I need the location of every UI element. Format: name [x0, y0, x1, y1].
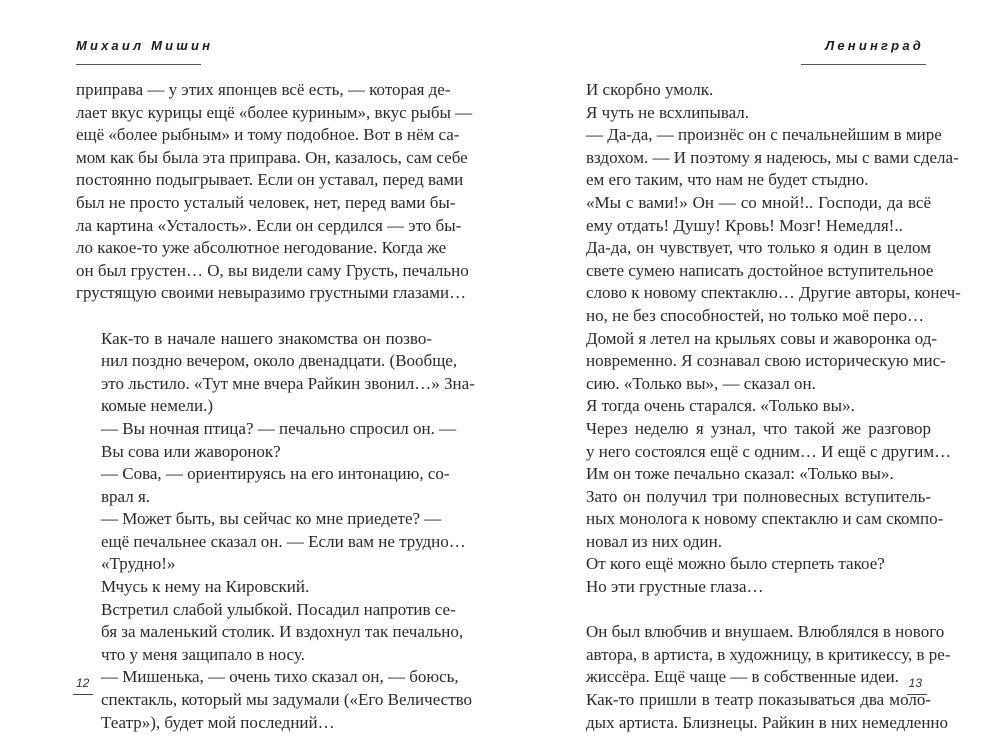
text-line: Зато он получил три полновесных вступитель-: [586, 486, 931, 506]
text-line: «Мы с вами!» Он — со мной!.. Господи, да всё: [586, 192, 931, 212]
paragraph: [76, 418, 457, 463]
page-body-text: [76, 79, 475, 734]
paragraph: [561, 79, 931, 102]
text-line: — Да-да, — произнёс он с печальнейшим в мире: [586, 125, 942, 145]
header-rule: [76, 64, 201, 65]
paragraph: [561, 689, 949, 734]
paragraph: [76, 508, 466, 553]
text-line: постоянно подыгрывает. Если он уставал, перед вами: [76, 170, 464, 190]
text-line: что у меня защипало в носу.: [101, 644, 305, 664]
text-line: От кого ещё можно было стерпеть такое?: [586, 554, 885, 574]
paragraph: [561, 102, 931, 125]
text-line: — Сова, — ориентируясь на его интонацию, со-: [101, 464, 450, 484]
running-head-author: Михаил Мишин: [76, 38, 214, 53]
page-number-rule: [907, 694, 927, 695]
paragraph: [76, 599, 464, 667]
text-line: новременно. Я сознавал свою историческую мис-: [586, 351, 946, 371]
paragraph: [561, 621, 951, 689]
text-line: автора, в артиста, в художницу, в критикессу, в ре-: [586, 644, 951, 664]
text-line: грустящую своими невыразимо грустными глазами…: [76, 283, 467, 303]
paragraph: [561, 395, 931, 418]
text-line: спектакль, который мы задумали («Его Величество: [101, 690, 473, 710]
text-line: слово к новому спектаклю… Другие авторы, конеч-: [586, 283, 961, 303]
text-line: это льстило. «Тут мне вчера Райкин звонил…» Зна-: [101, 373, 475, 393]
text-line: лает вкус курицы ещё «более куриным», вкус рыбы —: [76, 102, 473, 122]
paragraph: [76, 79, 473, 305]
text-line: Но эти грустные глаза…: [586, 577, 764, 597]
paragraph: [561, 124, 959, 192]
paragraph: [76, 463, 450, 508]
text-line: у него состоялся ещё с одним… И ещё с другим…: [586, 441, 952, 461]
text-line: бя за маленький столик. И вздохнул так печально,: [101, 622, 464, 642]
text-line: ем его таким, что нам не будет стыдно.: [586, 170, 869, 190]
text-line: — Может быть, вы сейчас ко мне приедете? —: [101, 509, 442, 529]
text-line: Я чуть не всхлипывал.: [586, 102, 750, 122]
page-body-text: [561, 79, 961, 734]
text-line: дых артиста. Близнецы. Райкин в них немедленно: [586, 712, 949, 732]
text-line: Им он тоже печально сказал: «Только вы».: [586, 464, 894, 484]
text-line: — Вы ночная птица? — печально спросил он. —: [101, 418, 457, 438]
page-number: 13: [908, 676, 922, 690]
text-line: ему отдать! Душу! Кровь! Мозг! Немедля!..: [586, 215, 903, 235]
text-line: но, не без способностей, но только моё перо…: [586, 305, 924, 325]
text-line: нил поздно вечером, около двенадцати. (Вообще,: [101, 351, 458, 371]
text-line: ных монолога к новому спектаклю и сам скомпо-: [586, 509, 944, 529]
text-line: жиссёра. Ещё чаще — в собственные идеи.: [586, 667, 899, 687]
paragraph: [561, 328, 946, 396]
page-number: 12: [76, 676, 90, 690]
section-break: [561, 599, 931, 622]
paragraph: [561, 486, 944, 554]
text-line: — Мишенька, — очень тихо сказал он, — боюсь,: [101, 667, 459, 687]
text-line: комые немели.): [101, 396, 213, 416]
text-line: Как-то в начале нашего знакомства он позво-: [101, 328, 432, 348]
header-rule: [801, 64, 926, 65]
text-line: приправа — у этих японцев всё есть, — которая де-: [76, 80, 451, 99]
paragraph: [76, 576, 432, 599]
text-line: ещё печальнее сказал он. — Если вам не трудно…: [101, 531, 466, 551]
paragraph: [76, 328, 475, 418]
section-break: [76, 305, 432, 328]
text-line: Вы сова или жаворонок?: [101, 441, 281, 461]
text-line: новал из них один.: [586, 531, 722, 551]
text-line: сию. «Только вы», — сказал он.: [586, 373, 816, 393]
paragraph: [561, 192, 931, 237]
text-line: Он был влюбчив и внушаем. Влюблялся в нового: [586, 622, 945, 642]
text-line: ла картина «Усталость». Если он сердился — это бы-: [76, 215, 462, 235]
text-line: Встретил слабой улыбкой. Посадил напротив се-: [101, 599, 456, 619]
text-line: Да-да, он чувствует, что только я один в целом: [586, 238, 931, 258]
page-number-rule: [73, 694, 93, 695]
text-line: Я тогда очень старался. «Только вы».: [586, 396, 855, 416]
text-line: был не просто усталый человек, нет, перед вами бы-: [76, 192, 456, 212]
paragraph: [76, 553, 432, 576]
text-line: Домой я летел на крыльях совы и жаворонка од-: [586, 328, 938, 348]
text-line: ло какое-то уже абсолютное негодование. Когда же: [76, 238, 447, 258]
text-line: он был грустен… О, вы видели саму Грусть, печально: [76, 260, 469, 280]
right-page: [500, 0, 1000, 750]
text-line: мом как бы была эта приправа. Он, казалось, сам себе: [76, 147, 468, 167]
text-line: Через неделю я узнал, что такой же разговор: [586, 418, 931, 438]
paragraph: [561, 553, 931, 576]
text-line: «Трудно!»: [101, 554, 176, 574]
text-line: Театр»), будет мой последний…: [101, 712, 335, 732]
paragraph: [561, 237, 961, 327]
text-line: свете сумею написать достойное вступительное: [586, 260, 934, 280]
running-head-section: Ленинград: [825, 38, 924, 53]
text-line: Мчусь к нему на Кировский.: [101, 577, 310, 597]
text-line: врал я.: [101, 486, 151, 506]
text-line: Как-то пришли в театр показываться два моло-: [586, 690, 931, 710]
paragraph: [561, 576, 931, 599]
paragraph: [561, 418, 952, 486]
paragraph: [76, 666, 473, 734]
text-line: вздохом. — И поэтому я надеюсь, мы с вами сдела-: [586, 147, 959, 167]
text-line: ещё «более рыбным» и тому подобное. Вот в нём са-: [76, 125, 460, 145]
text-line: И скорбно умолк.: [586, 80, 714, 99]
